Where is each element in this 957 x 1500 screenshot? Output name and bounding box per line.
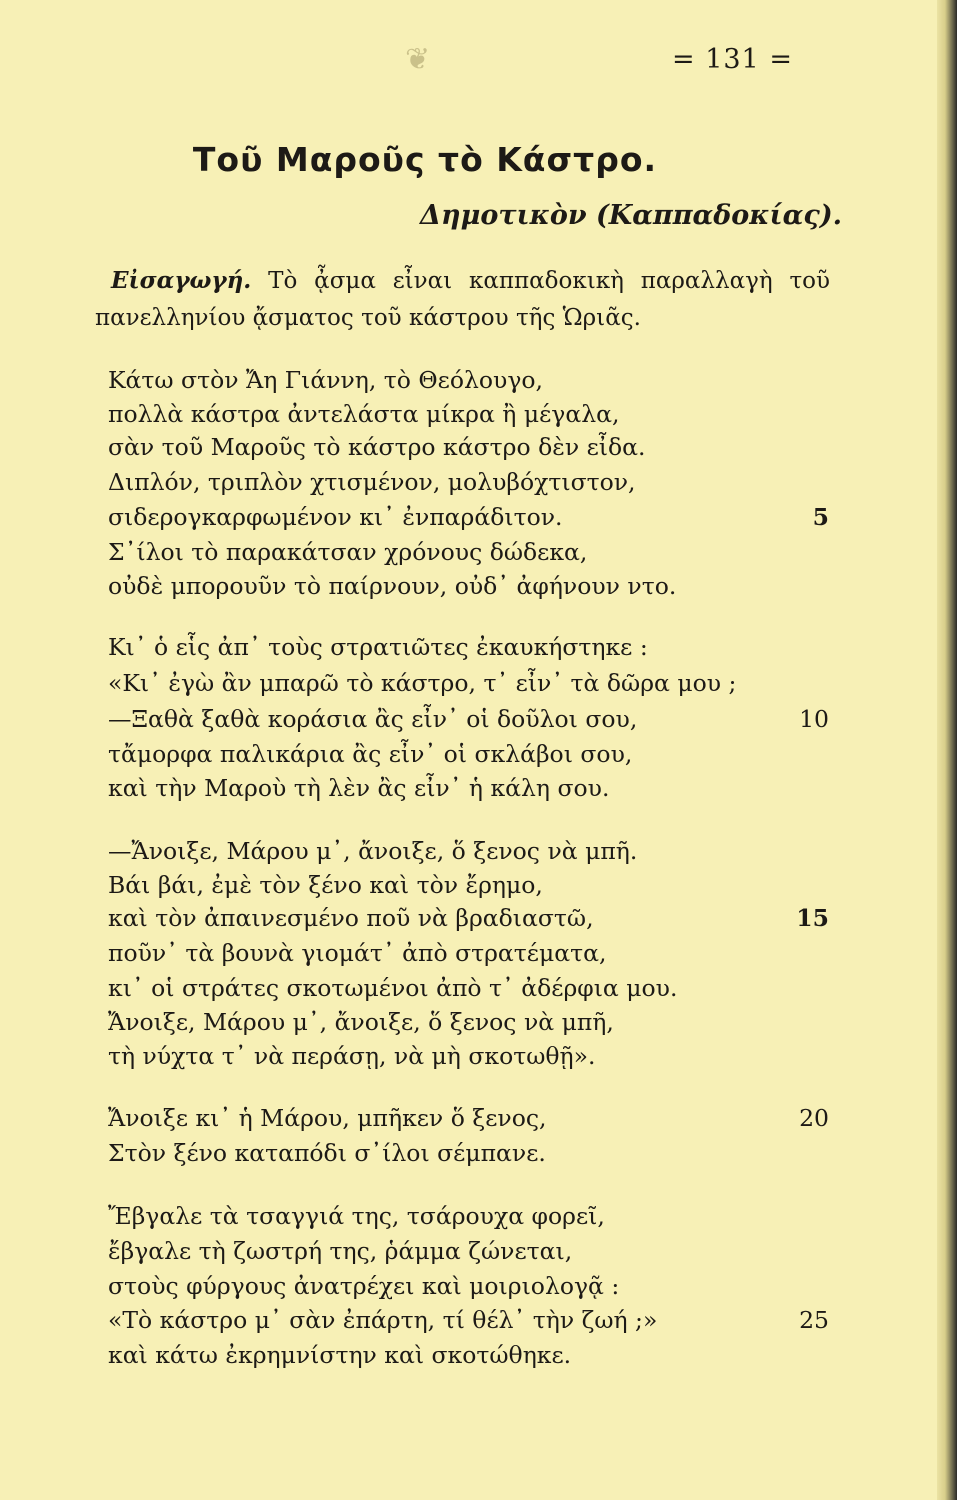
verse-line: Ἔβγαλε τὰ τσαγγιά της, τσάρουχα φορεῖ, [108, 1202, 605, 1230]
poem-subtitle: Δημοτικὸν (Καππαδοκίας). [420, 200, 842, 231]
verse-line: πολλὰ κάστρα ἀντελάστα μίκρα ἢ μέγαλα, [108, 400, 620, 428]
verse-line: Ἄνοιξε, Μάρου μ᾽, ἄνοιξε, ὅ ξενος νὰ μπῆ, [108, 1008, 614, 1036]
line-number: 15 [796, 904, 829, 932]
verse-line: Στὸν ξένο καταπόδι σ᾽ίλοι σέμπανε. [108, 1139, 546, 1167]
verse-line: —Ἄνοιξε, Μάρου μ᾽, ἄνοιξε, ὅ ξενος νὰ μπῆ. [108, 837, 638, 865]
page-title: Τοῦ Μαροῦς τὸ Κάστρο. [192, 140, 658, 179]
verse-line: στοὺς φύργους ἀνατρέχει καὶ μοιριολογᾷ : [108, 1272, 620, 1300]
verse-line: Διπλόν, τριπλὸν χτισμένον, μολυβόχτιστον, [108, 468, 636, 496]
line-number: 25 [799, 1306, 829, 1334]
verse-line: Βάι βάι, ἐμὲ τὸν ξένο καὶ τὸν ἔρημο, [108, 871, 543, 899]
ink-smudge-icon: ❦ [405, 42, 431, 77]
verse-line: σὰν τοῦ Μαροῦς τὸ κάστρο κάστρο δὲν εἶδα. [108, 433, 646, 461]
verse-line: καὶ τὸν ἀπαινεσμένο ποῦ νὰ βραδιαστῶ, [108, 904, 594, 932]
page-number: = 131 = [672, 44, 793, 75]
verse-line: «Τὸ κάστρο μ᾽ σὰν ἐπάρτη, τί θέλ᾽ τὴν ζωή ;» [108, 1306, 658, 1334]
introduction-text: Τὸ ᾆσμα εἶναι καππαδοκικὴ παραλλαγὴ τοῦ πανελληνίου ᾄσματος τοῦ κάστρου τῆς Ὡριᾶς. [95, 268, 830, 331]
page-edge-shadow [937, 0, 957, 1500]
verse-line: καὶ τὴν Μαροὺ τὴ λὲν ἂς εἶν᾽ ἡ κάλη σου. [108, 774, 610, 802]
introduction-paragraph [95, 262, 830, 337]
verse-line: Κι᾽ ὁ εἷς ἀπ᾽ τοὺς στρατιῶτες ἐκαυκήστηκε : [108, 633, 648, 661]
verse-line: —Ξαθὰ ξαθὰ κοράσια ἂς εἶν᾽ οἱ δοῦλοι σου, [108, 705, 638, 733]
verse-line: ἔβγαλε τὴ ζωστρή της, ῥάμμα ζώνεται, [108, 1237, 573, 1265]
verse-line: ποῦν᾽ τὰ βουνὰ γιομάτ᾽ ἀπὸ στρατέματα, [108, 939, 607, 967]
verse-line: Κάτω στὸν Ἄη Γιάννη, τὸ Θεόλουγο, [108, 366, 543, 394]
verse-line: οὐδὲ μπορουῦν τὸ παίρνουν, οὐδ᾽ ἀφήνουν ντο. [108, 572, 677, 600]
line-number: 20 [799, 1104, 829, 1132]
verse-line: «Κι᾽ ἐγὼ ἂν μπαρῶ τὸ κάστρο, τ᾽ εἶν᾽ τὰ δῶρα μου ; [108, 669, 737, 697]
line-number: 10 [799, 705, 829, 733]
introduction-label: Εἰσαγωγή. [111, 267, 252, 294]
verse-line: Σ᾽ίλοι τὸ παρακάτσαν χρόνους δώδεκα, [108, 538, 588, 566]
verse-line: κι᾽ οἱ στράτες σκοτωμένοι ἀπὸ τ᾽ ἀδέρφια μου. [108, 974, 678, 1002]
verse-line: Ἄνοιξε κι᾽ ἡ Μάρου, μπῆκεν ὅ ξενος, [108, 1104, 547, 1132]
verse-line: τὴ νύχτα τ᾽ νὰ περάσῃ, νὰ μὴ σκοτωθῇ». [108, 1042, 596, 1070]
line-number: 5 [812, 503, 829, 531]
verse-line: καὶ κάτω ἐκρημνίστην καὶ σκοτώθηκε. [108, 1341, 572, 1369]
verse-line: σιδερογκαρφωμένον κι᾽ ἐνπαράδιτον. [108, 503, 563, 531]
verse-line: τἄμορφα παλικάρια ἂς εἶν᾽ οἱ σκλάβοι σου, [108, 740, 633, 768]
